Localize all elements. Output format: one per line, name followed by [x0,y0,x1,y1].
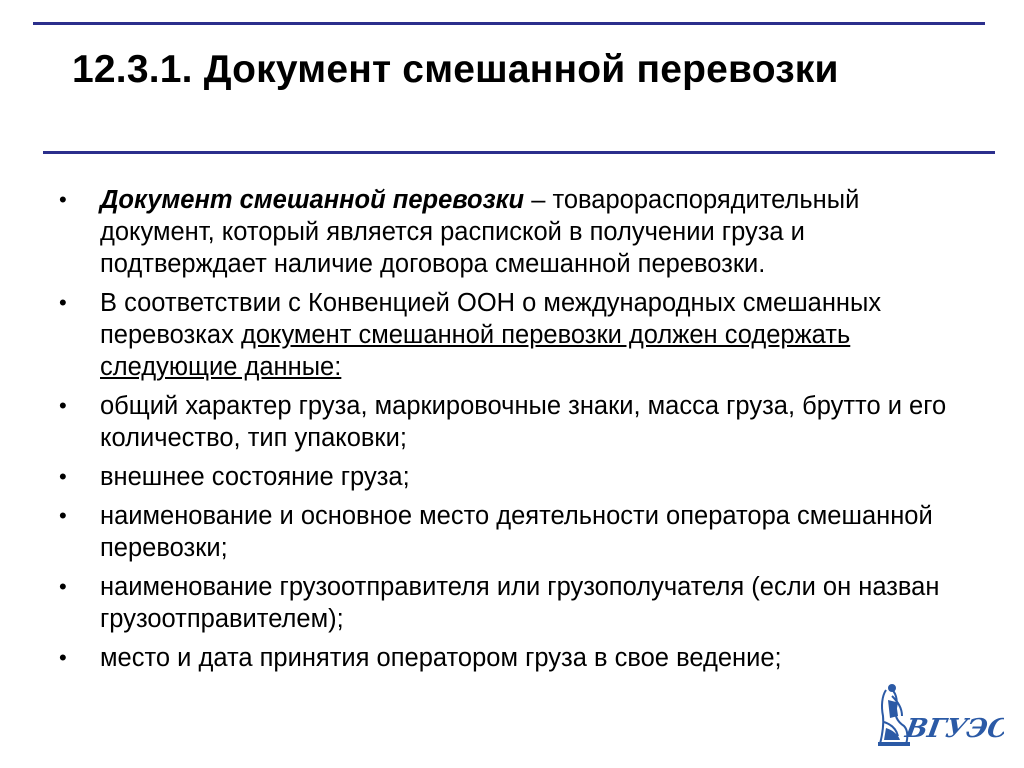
list-item-text: внешнее состояние груза; [100,463,410,491]
list-item-text: общий характер груза, маркировочные знаки, масса груза, брутто и его количество, тип упаковки; [100,392,947,452]
bullet-operator-name [55,500,965,564]
bullet-cargo-character [55,390,965,454]
definition-text: – товарораспорядительный документ, который является распиской в получении груза и подтверждает наличие договора смешанной перевозки. [100,186,860,278]
bullet-place-date [55,642,965,674]
defined-term: Документ смешанной перевозки [100,186,525,214]
convention-underlined-text: документ смешанной перевозки должен содержать следующие данные: [100,321,851,381]
list-item-text: место и дата принятия оператором груза в свое ведение; [100,644,782,672]
bullet-dot: • [59,574,67,599]
bullet-cargo-condition [55,461,965,493]
bullet-dot: • [59,464,67,489]
list-item-text: наименование и основное место деятельности оператора смешанной перевозки; [100,502,933,562]
page-title: 12.3.1. Документ смешанной перевозки [72,48,839,91]
bullet-dot: • [59,393,67,418]
bullet-dot: • [59,187,67,212]
university-figure-logo-icon [872,682,1004,748]
logo-text: ВГУЭС [903,713,1004,744]
vguès-logo [872,682,1004,748]
bullet-dot: • [59,503,67,528]
bullet-definition [55,184,965,280]
list-item-text: наименование грузоотправителя или грузополучателя (если он назван грузоотправителем); [100,573,940,633]
bullet-shipper-name [55,571,965,635]
bullet-convention [55,287,965,383]
convention-text: В соответствии с Конвенцией ООН о международных смешанных перевозках [100,289,882,349]
bullet-dot: • [59,645,67,670]
bullet-dot: • [59,290,67,315]
top-divider [33,22,985,25]
title-divider [43,151,995,154]
bullet-list [55,184,965,681]
